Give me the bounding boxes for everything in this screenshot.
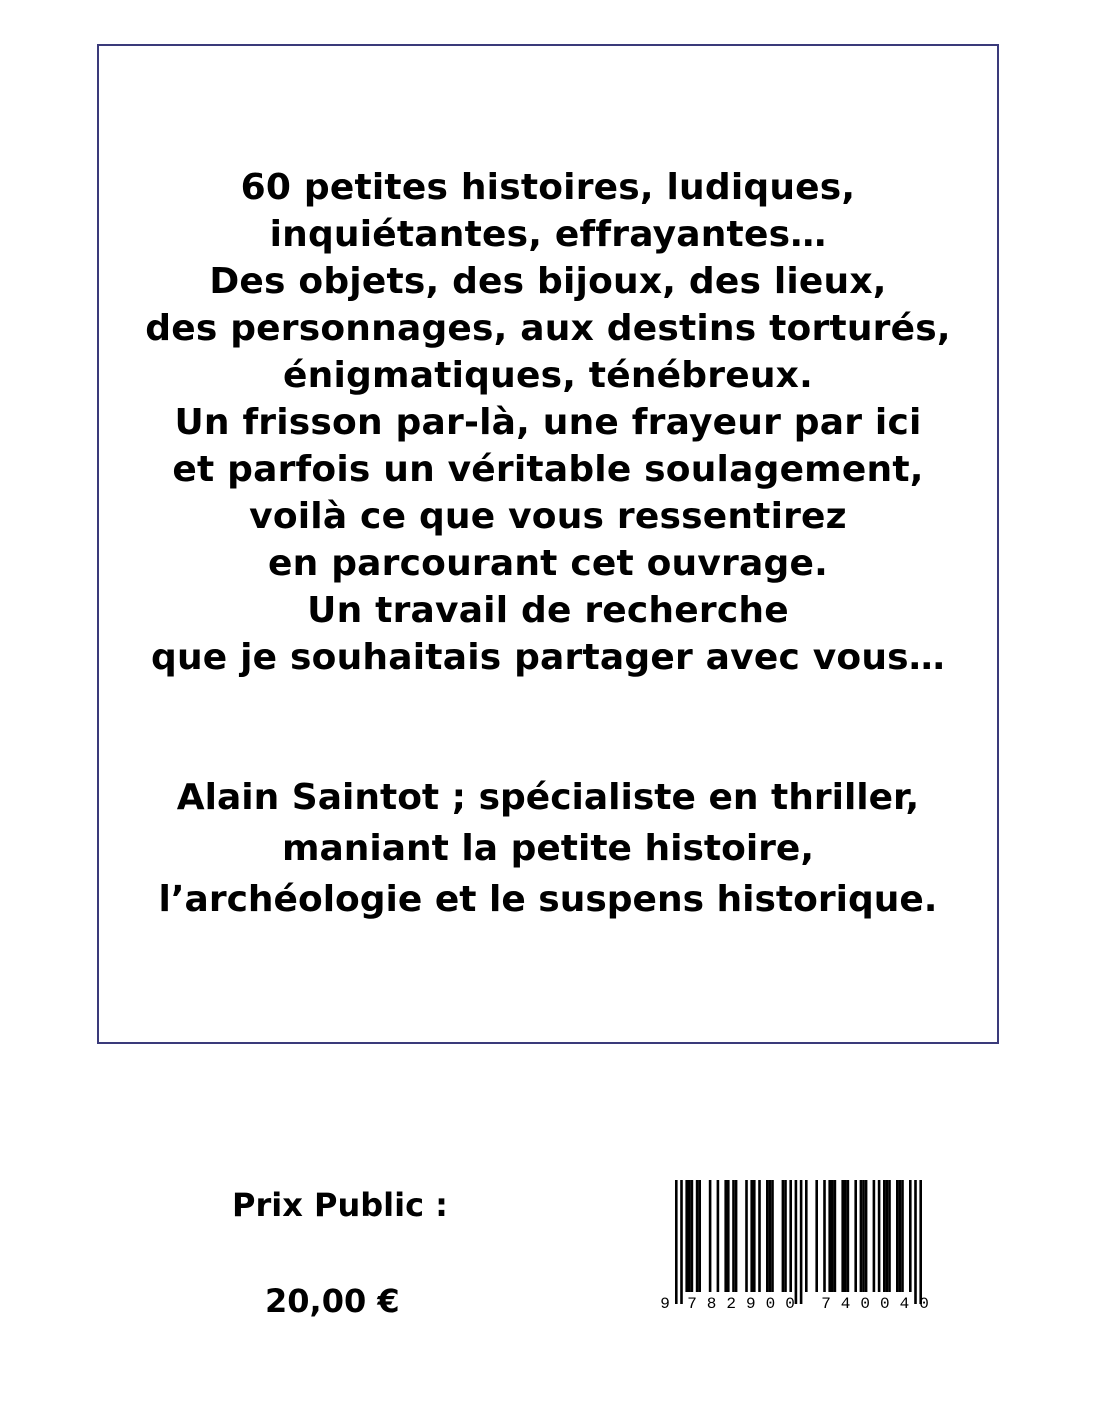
back-cover <box>97 44 999 1320</box>
barcode-left-digits: 782900 <box>687 1295 805 1313</box>
barcode-bar <box>691 1180 694 1292</box>
barcode-bar <box>688 1180 691 1292</box>
barcode-bar <box>766 1180 769 1292</box>
barcode-bar <box>789 1180 792 1292</box>
barcode-first-digit: 9 <box>660 1295 670 1313</box>
barcode-bar <box>782 1180 785 1292</box>
barcode-bar <box>828 1180 831 1292</box>
barcode-bars <box>675 1180 922 1304</box>
blurb-text <box>99 164 997 681</box>
barcode-bar <box>745 1180 748 1292</box>
barcode-bar <box>823 1180 826 1292</box>
blurb-line: et parfois un véritable soulagement, <box>172 449 924 490</box>
barcode-bar <box>795 1180 798 1304</box>
barcode-bar <box>784 1180 787 1292</box>
blurb-line: inquiétantes, effrayantes… <box>269 214 827 255</box>
barcode-right-digits: 740040 <box>821 1295 939 1313</box>
barcode-bar <box>909 1180 912 1292</box>
barcode-bar <box>844 1180 847 1292</box>
barcode-bar <box>735 1180 738 1292</box>
barcode-bar <box>860 1180 863 1292</box>
barcode-bar <box>815 1180 818 1292</box>
barcode-bar <box>888 1180 891 1292</box>
barcode-bar <box>750 1180 753 1292</box>
barcode-bar <box>717 1180 720 1292</box>
bio-line: maniant la petite histoire, <box>281 828 815 869</box>
barcode-bar <box>698 1180 701 1292</box>
barcode-bar <box>883 1180 886 1292</box>
blurb-line: Un travail de recherche <box>307 590 789 631</box>
barcode-bar <box>847 1180 850 1292</box>
barcode-bar <box>724 1180 727 1292</box>
barcode-bar <box>769 1180 772 1292</box>
barcode-bar <box>873 1180 876 1292</box>
blurb-line: que je souhaitais partager avec vous… <box>151 637 945 678</box>
barcode-bar <box>675 1180 678 1304</box>
blurb-line: en parcourant cet ouvrage. <box>268 543 828 584</box>
bio-line: Alain Saintot ; spécialiste en thriller, <box>176 777 920 818</box>
blurb-line: 60 petites histoires, ludiques, <box>240 167 856 208</box>
barcode-bar <box>854 1180 857 1292</box>
barcode-bar <box>771 1180 774 1292</box>
barcode-bar <box>831 1180 834 1292</box>
barcode-bar <box>753 1180 756 1292</box>
price-value: 20,00 € <box>265 1282 400 1320</box>
blurb-line: Un frisson par-là, une frayeur par ici <box>174 402 922 443</box>
barcode-bar <box>878 1180 881 1292</box>
barcode-bar <box>914 1180 917 1304</box>
barcode-bar <box>680 1180 683 1304</box>
barcode-bar <box>805 1180 808 1292</box>
barcode-bar <box>685 1180 688 1292</box>
blurb-line: Des objets, des bijoux, des lieux, <box>209 261 887 302</box>
barcode-bar <box>899 1180 902 1292</box>
barcode-bar <box>800 1180 803 1304</box>
barcode-bar <box>732 1180 735 1292</box>
blurb-line: voilà ce que vous ressentirez <box>249 496 847 537</box>
barcode-bar <box>886 1180 889 1292</box>
barcode-bar <box>758 1180 761 1292</box>
barcode-bar <box>727 1180 730 1292</box>
barcode-bar <box>696 1180 699 1292</box>
barcode-bar <box>865 1180 868 1292</box>
barcode-bar <box>901 1180 904 1292</box>
barcode-bar <box>862 1180 865 1292</box>
barcode-bar <box>919 1180 922 1304</box>
barcode-bar <box>834 1180 837 1292</box>
barcode-bar <box>841 1180 844 1292</box>
barcode-bar <box>896 1180 899 1292</box>
bio-line: l’archéologie et le suspens historique. <box>158 879 938 920</box>
isbn-barcode <box>659 1176 949 1316</box>
blurb-line: des personnages, aux destins torturés, <box>145 308 951 349</box>
barcode-bar <box>709 1180 712 1292</box>
blurb-line: énigmatiques, ténébreux. <box>283 355 813 396</box>
price-label: Prix Public : <box>232 1186 448 1224</box>
author-bio <box>99 772 997 925</box>
